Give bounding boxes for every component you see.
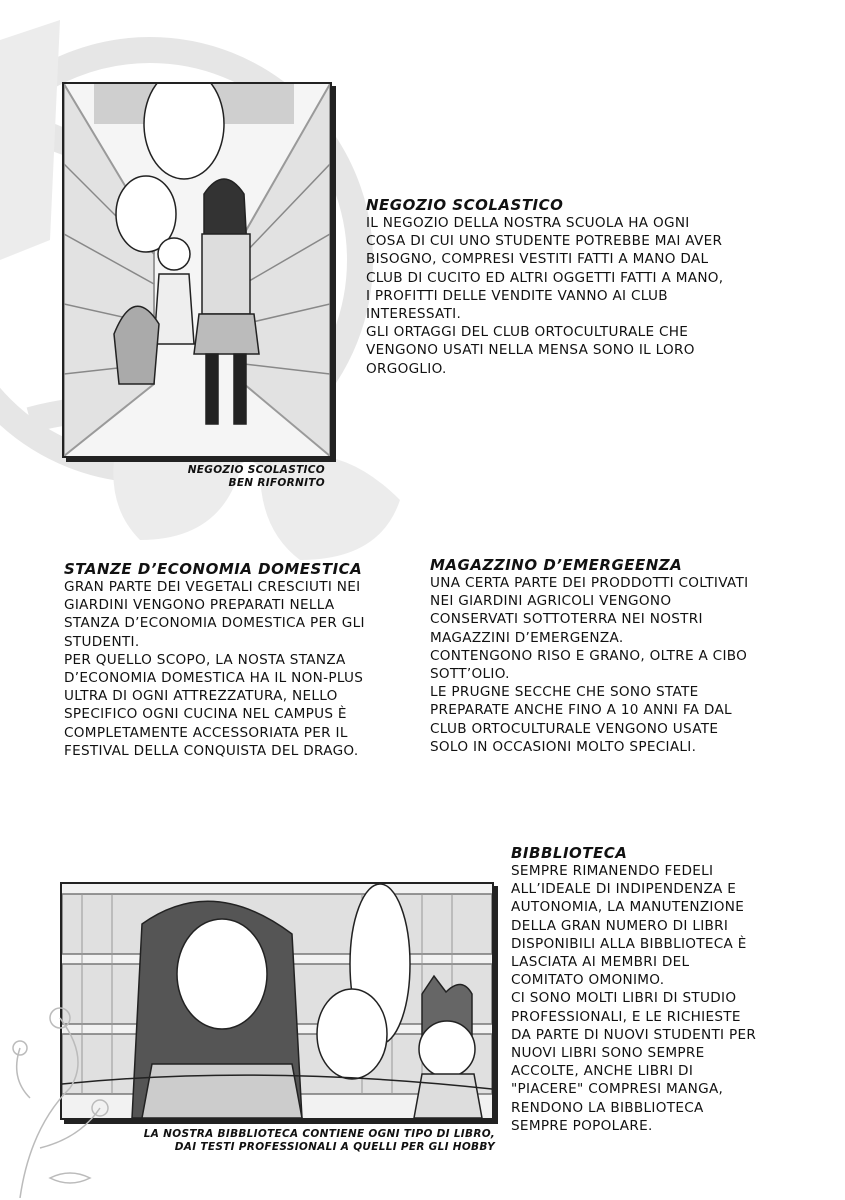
store-illustration-panel — [62, 82, 332, 458]
store-section — [366, 196, 806, 378]
library-body: SEMPRE RIMANENDO FEDELI ALL’IDEALE DI INDIPENDENZA E AUTONOMIA, LA MANUTENZIONE DELLA GRAN NUMERO DI LIBRI DISPONIBILI ALLA BIBBLIOTECA È LASCIATA AI MEMBRI DEL COMITATO OMONIMO. CI SONO MOLTI LIBRI DI STUDIO PROFESSIONALI, E LE RICHIESTE DA PARTE DI NUOVI STUDENTI PER NUOVI LIBRI SONO SEMPRE ACCOLTE, ANCHE LIBRI DI "PIACERE" COMPRESI MANGA, RENDONO LA BIBBLIOTECA SEMPRE POPOLARE. — [511, 863, 757, 1134]
store-body: IL NEGOZIO DELLA NOSTRA SCUOLA HA OGNI COSA DI CUI UNO STUDENTE POTREBBE MAI AVER BISOGNO, COMPRESI VESTITI FATTI A MANO DAL CLUB DI CUCITO ED ALTRI OGGETTI FATTI A MANO, I PROFITTI DELLE VENDITE VANNO AI CLUB INTERESSATI. GLI ORTAGGI DEL CLUB ORTOCULTURALE CHE VENGONO USATI NELLA MENSA SONO IL LORO ORGOGLIO. — [366, 215, 724, 377]
economy-title: STANZE D’ECONOMIA DOMESTICA — [64, 560, 363, 578]
library-section — [511, 844, 831, 1135]
store-shelves-illustration — [64, 84, 330, 456]
storage-title: MAGAZZINO D’EMERGEENZA — [430, 556, 683, 574]
storage-section — [430, 556, 830, 756]
store-title: NEGOZIO SCOLASTICO — [366, 196, 564, 214]
economy-section — [64, 560, 414, 760]
storage-body: UNA CERTA PARTE DEI PRODDOTTI COLTIVATI NEI GIARDINI AGRICOLI VENGONO CONSERVATI SOTTOTERRA NEI NOSTRI MAGAZZINI D’EMERGENZA. CONTENGONO RISO E GRANO, OLTRE A CIBO SOTT’OLIO. LE PRUGNE SECCHE CHE SONO STATE PREPARATE ANCHE FINO A 10 ANNI FA DAL CLUB ORTOCULTURALE VENGONO USATE SOLO IN OCCASIONI MOLTO SPECIALI. — [430, 575, 749, 755]
library-illustration-panel — [60, 882, 494, 1120]
library-title: BIBBLIOTECA — [511, 844, 628, 862]
floral-ornament — [0, 978, 120, 1198]
library-caption: LA NOSTRA BIBBLIOTECA CONTIENE OGNI TIPO DI LIBRO, DAI TESTI PROFESSIONALI A QUELLI PER GLI HOBBY — [143, 1128, 495, 1153]
store-caption: NEGOZIO SCOLASTICO BEN RIFORNITO — [187, 464, 325, 489]
economy-body: GRAN PARTE DEI VEGETALI CRESCIUTI NEI GIARDINI VENGONO PREPARATI NELLA STANZA D’ECONOMIA DOMESTICA PER GLI STUDENTI. PER QUELLO SCOPO, LA NOSTA STANZA D’ECONOMIA DOMESTICA HA IL NON-PLUS ULTRA DI OGNI ATTREZZATURA, NELLO SPECIFICO OGNI CUCINA NEL CAMPUS È COMPLETAMENTE ACCESSORIATA PER IL FESTIVAL DELLA CONQUISTA DEL DRAGO. — [64, 579, 365, 759]
library-bookshelf-illustration — [62, 884, 492, 1118]
